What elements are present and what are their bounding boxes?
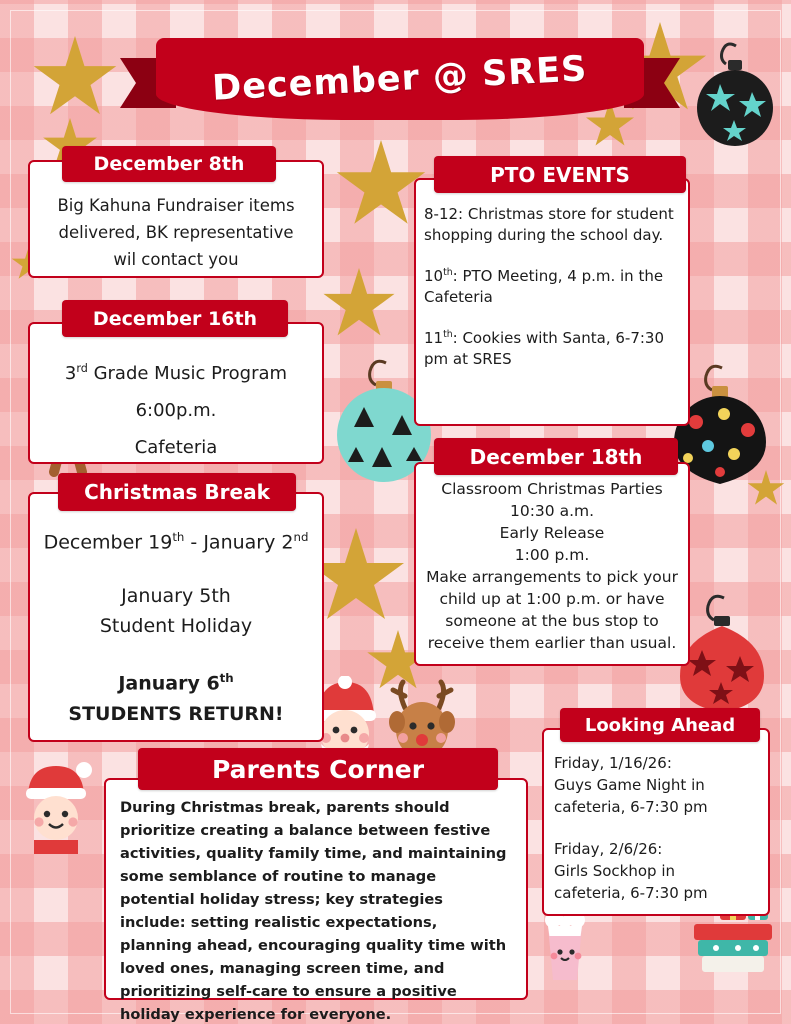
heading-text: December 18th [469,444,643,469]
line: Big Kahuna Fundraiser items [57,196,295,215]
line: Friday, 2/6/26: [554,840,663,858]
body-pto-events [424,204,684,370]
line: cafeteria, 6-7:30 pm [554,884,708,902]
heading-december-18 [434,438,678,475]
heading-text: PTO EVENTS [490,162,630,187]
heading-pto-events [434,156,686,193]
line: January 5th [121,585,231,608]
pto-item: 8-12: Christmas store for student shopping during the school day. [424,205,674,244]
body-christmas-break [30,522,322,729]
line: delivered, BK representative [58,223,294,242]
line: 1:00 p.m. [514,546,590,564]
elf-icon [14,760,100,856]
line: 3rd Grade Music Program [64,362,288,384]
heading-text: Parents Corner [211,754,425,784]
heading-text: Christmas Break [84,480,270,504]
line: 10:30 a.m. [509,502,595,520]
heading-december-8 [62,146,276,182]
heading-text: December 8th [93,153,245,175]
pto-item: 10th: PTO Meeting, 4 p.m. in the Cafeteria [424,267,664,306]
line: cafeteria, 6-7:30 pm [554,798,708,816]
banner-body [156,38,644,120]
line: receive them earlier than usual. [427,634,677,652]
line: Student Holiday [99,615,253,638]
pto-item: 11th: Cookies with Santa, 6-7:30 pm at SRES [424,329,665,368]
line: January 6th [118,671,234,695]
body-parents-corner: During Christmas break, parents should prioritize creating a balance between festive activities, quality family time, and maintaining some semblance of routine to manage potential holiday stress; key strategies include: setting realistic expectations, planning ahead, encouraging quality time with loved ones, managing screen time, and prioritizing self-care to ensure a positive holiday experience for everyone. [120,799,507,1023]
line: December 19th - January 2nd [43,530,309,554]
line: wil contact you [113,250,239,269]
line: STUDENTS RETURN! [68,702,284,725]
line: someone at the bus stop to [445,612,659,630]
heading-looking-ahead [560,708,760,742]
heading-christmas-break [58,473,296,511]
body-december-16 [34,350,318,466]
body-looking-ahead [554,752,762,904]
heading-text: Looking Ahead [584,714,736,736]
looking-ahead-item [554,752,762,818]
body-december-18 [418,478,686,654]
line: Make arrangements to pick your [426,568,678,586]
line: Girls Sockhop in [554,862,675,880]
line: child up at 1:00 p.m. or have [439,590,665,608]
looking-ahead-item [554,838,762,904]
heading-parents-corner [138,748,498,790]
page-title: December @ SRES [211,49,589,109]
heading-december-16 [62,300,288,337]
line: Early Release [499,524,605,542]
poster-title-banner [120,38,680,130]
line: Friday, 1/16/26: [554,754,672,772]
line: 6:00p.m. [135,400,217,421]
heading-text: December 16th [92,307,258,330]
body-december-8 [34,192,318,273]
ornament-black-stars [690,40,778,150]
line: Cafeteria [134,437,218,458]
line: Classroom Christmas Parties [441,480,663,498]
line: Guys Game Night in [554,776,705,794]
